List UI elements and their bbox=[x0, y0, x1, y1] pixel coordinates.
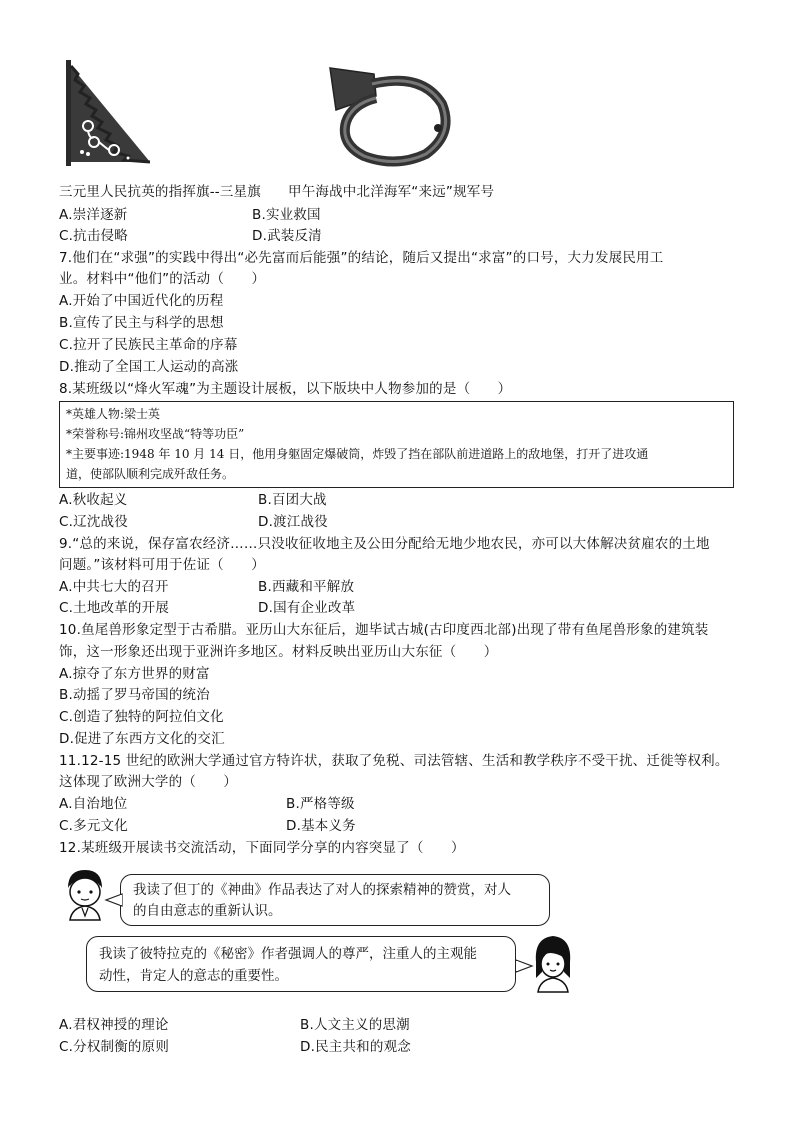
bubble2-line1: 我读了彼特拉克的《秘密》作者强调人的尊严，注重人的主观能 bbox=[99, 946, 477, 962]
q7-stem-line2: 业。材料中“他们”的活动（ ） bbox=[59, 271, 266, 287]
q11-stem-line2: 这体现了欧洲大学的（ ） bbox=[59, 774, 238, 790]
q7-stem-line1: 7.他们在“求强”的实践中得出“必先富而后能强”的结论，随后又提出“求富”的口号，大力发展民用工 bbox=[59, 250, 664, 266]
bubble1-tail bbox=[104, 892, 124, 908]
q9-option-a: A.中共七大的召开 bbox=[59, 579, 169, 595]
q10-option-b: B.动摇了罗马帝国的统治 bbox=[59, 687, 210, 703]
q10-stem-line2: 饰，这一形象还出现于亚洲许多地区。材料反映出亚历山大东征（ ） bbox=[59, 644, 498, 660]
q9-option-c: C.土地改革的开展 bbox=[59, 600, 170, 616]
q6-option-d: D.武装反清 bbox=[252, 228, 322, 244]
q11-option-a: A.自治地位 bbox=[59, 796, 128, 812]
q10-option-a: A.掠夺了东方世界的财富 bbox=[59, 666, 210, 682]
q11-option-b: B.严格等级 bbox=[286, 796, 355, 812]
q7-option-b: B.宣传了民主与科学的思想 bbox=[59, 315, 224, 331]
q9-option-d: D.国有企业改革 bbox=[258, 600, 356, 616]
q9-stem-line2: 问题。”该材料可用于佐证（ ） bbox=[59, 557, 265, 573]
q6-option-b: B.实业救国 bbox=[252, 207, 321, 223]
q7-option-d: D.推动了全国工人运动的高涨 bbox=[59, 359, 239, 375]
bubble1-line1: 我读了但丁的《神曲》作品表达了对人的探索精神的赞赏，对人 bbox=[133, 882, 511, 898]
speech-bubble-dante bbox=[120, 874, 550, 926]
q8-box-line1: *英雄人物:梁士英 bbox=[66, 407, 161, 421]
three-star-flag-image bbox=[58, 56, 154, 168]
q12-stem: 12.某班级开展读书交流活动，下面同学分享的内容突显了（ ） bbox=[59, 840, 465, 856]
q11-option-c: C.多元文化 bbox=[59, 818, 128, 834]
q6-option-c: C.抗击侵略 bbox=[59, 228, 128, 244]
boy-avatar bbox=[60, 866, 110, 922]
q12-option-a: A.君权神授的理论 bbox=[59, 1017, 169, 1033]
q8-info-box bbox=[59, 401, 734, 488]
q7-option-a: A.开始了中国近代化的历程 bbox=[59, 293, 224, 309]
q11-option-d: D.基本义务 bbox=[286, 818, 356, 834]
horn-caption: 甲午海战中北洋海军“来远”规军号 bbox=[288, 184, 495, 200]
q8-box-line4: 道，使部队顺利完成歼敌任务。 bbox=[66, 467, 235, 481]
q8-stem: 8.某班级以“烽火军魂”为主题设计展板，以下版块中人物参加的是（ ） bbox=[59, 381, 512, 397]
q10-stem-line1: 10.鱼尾兽形象定型于古希腊。亚历山大东征后，迦毕试古城(古印度西北部)出现了带有鱼尾兽形象的建筑装 bbox=[59, 622, 709, 638]
q8-option-a: A.秋收起义 bbox=[59, 492, 128, 508]
girl-avatar bbox=[530, 932, 576, 994]
q8-option-d: D.渡江战役 bbox=[258, 514, 328, 530]
q8-option-b: B.百团大战 bbox=[258, 492, 327, 508]
q12-option-d: D.民主共和的观念 bbox=[300, 1039, 411, 1055]
q11-stem-line1: 11.12-15 世纪的欧洲大学通过官方特许状，获取了免税、司法管辖、生活和教学秩序不受干扰、迁徙等权利。 bbox=[59, 753, 729, 769]
q12-option-b: B.人文主义的思潮 bbox=[300, 1017, 410, 1033]
q8-box-line2: *荣誉称号:锦州攻坚战“特等功臣” bbox=[66, 427, 245, 441]
bugle-horn-image bbox=[326, 64, 452, 170]
flag-caption: 三元里人民抗英的指挥旗--三星旗 bbox=[59, 184, 261, 200]
speech-bubble-petrarch bbox=[86, 936, 516, 992]
bubble1-line2: 的自由意志的重新认识。 bbox=[133, 903, 282, 919]
q9-option-b: B.西藏和平解放 bbox=[258, 579, 355, 595]
q9-stem-line1: 9.“总的来说，保存富农经济……只没收征收地主及公田分配给无地少地农民，亦可以大体解决贫雇农的土地 bbox=[59, 536, 710, 552]
q10-option-c: C.创造了独特的阿拉伯文化 bbox=[59, 709, 224, 725]
q6-option-a: A.崇洋逐新 bbox=[59, 207, 128, 223]
q8-option-c: C.辽沈战役 bbox=[59, 514, 128, 530]
q10-option-d: D.促进了东西方文化的交汇 bbox=[59, 731, 225, 747]
q7-option-c: C.拉开了民族民主革命的序幕 bbox=[59, 337, 238, 353]
bubble2-line2: 动性，肯定人的意志的重要性。 bbox=[99, 968, 288, 984]
q8-box-line3: *主要事迹:1948 年 10 月 14 日，他用身躯固定爆破筒，炸毁了挡在部队前进道路上的敌地堡，打开了进攻通 bbox=[66, 447, 649, 461]
q12-option-c: C.分权制衡的原则 bbox=[59, 1039, 170, 1055]
